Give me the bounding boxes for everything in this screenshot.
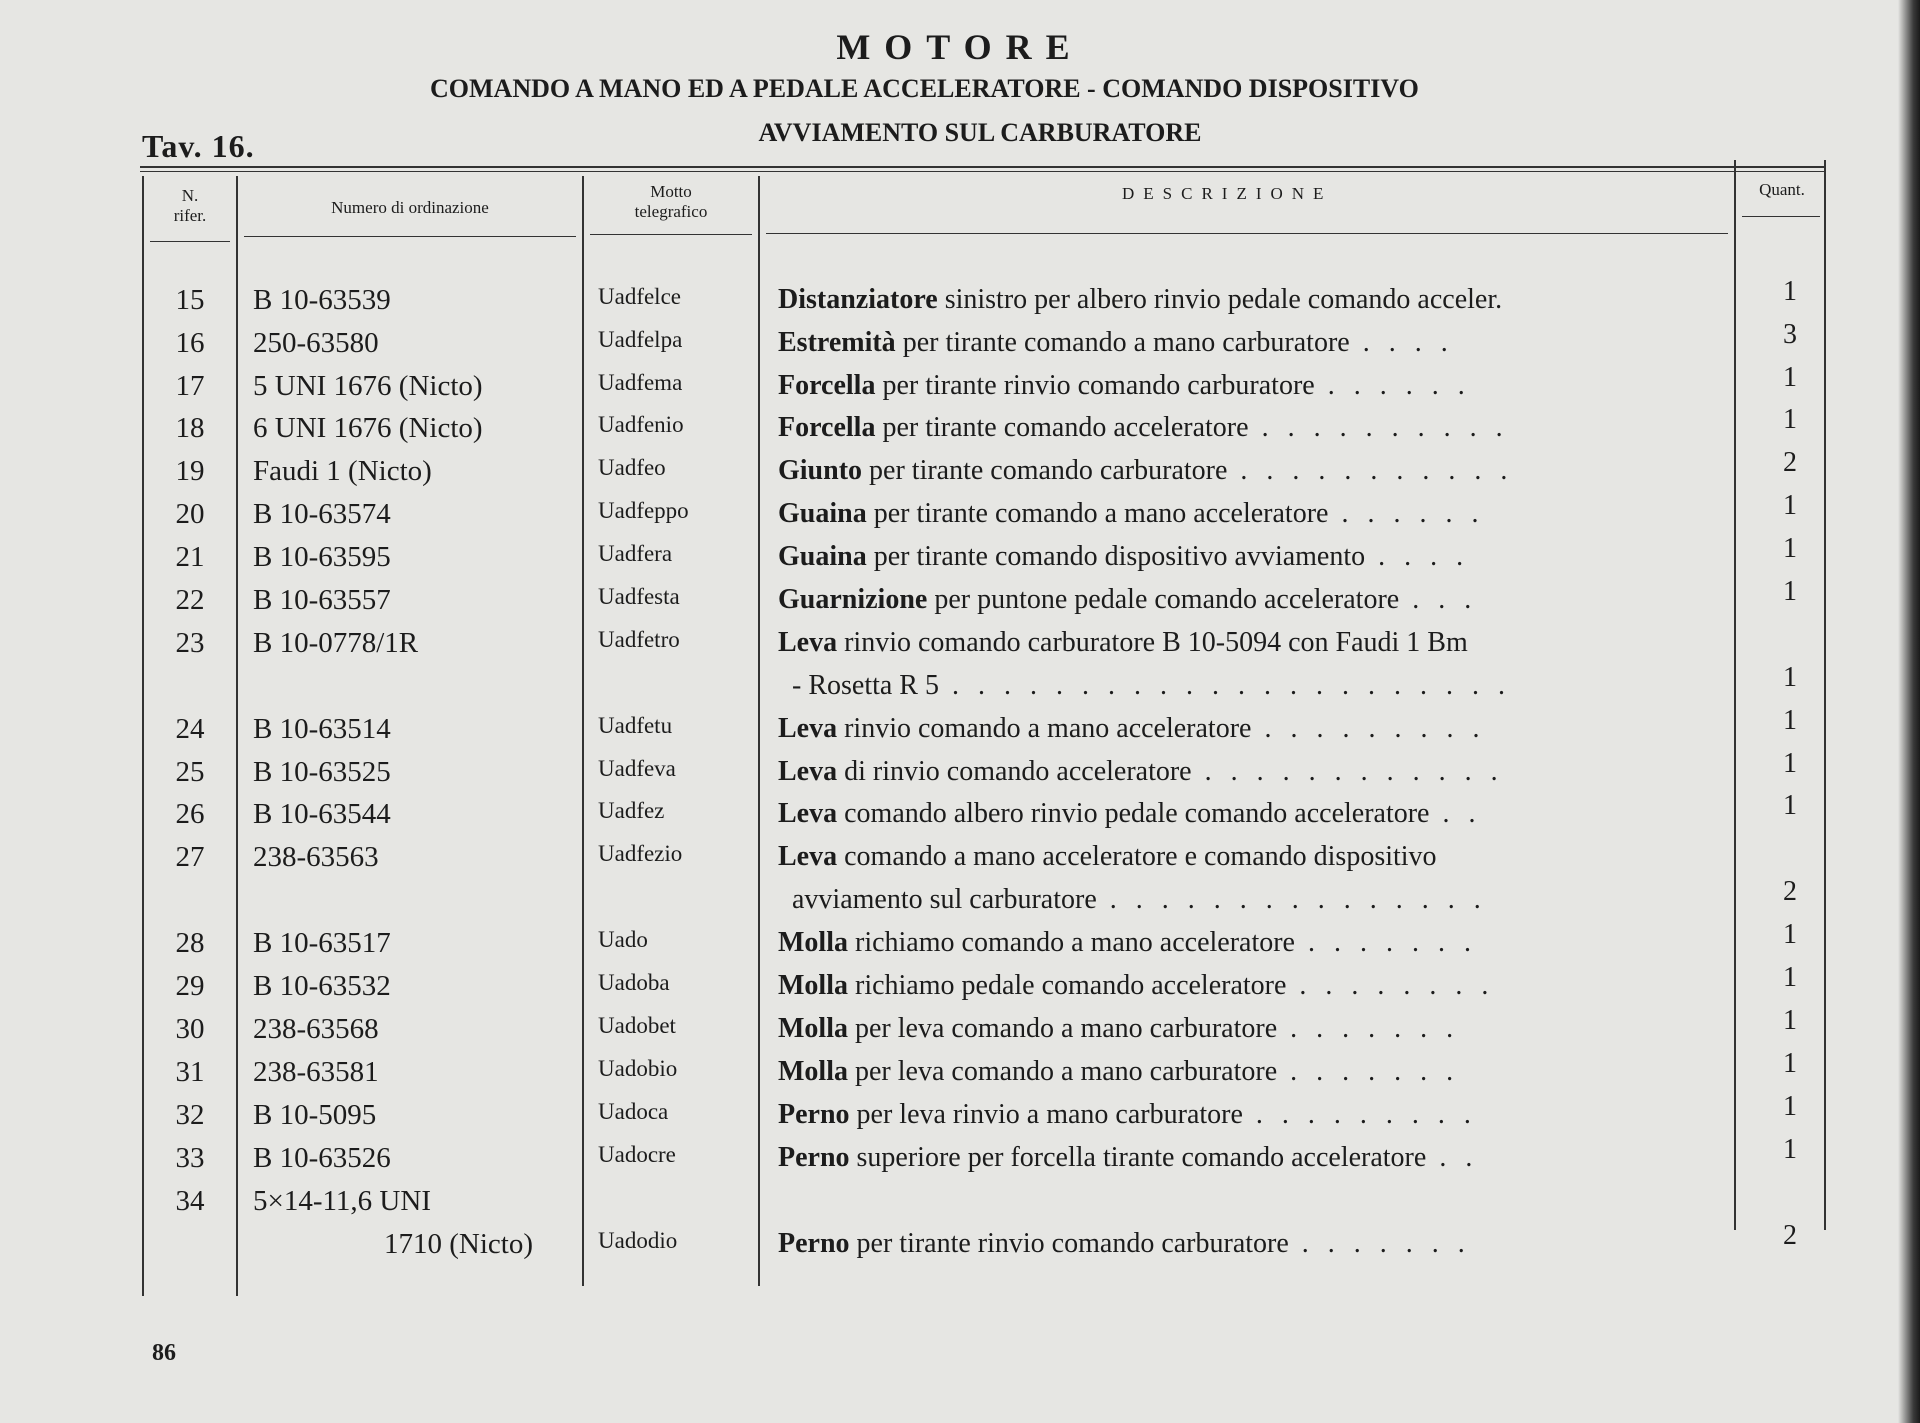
row-description-keyword: Guaina [778, 541, 867, 572]
row-description [778, 756, 1718, 788]
row-description-keyword: Guaina [778, 498, 867, 529]
row-description-keyword: Molla [778, 1056, 848, 1087]
row-telegraphic-code: Uadodio [598, 1228, 678, 1253]
row-quantity: 1 [1783, 790, 1797, 821]
row-quantity: 1 [1783, 533, 1797, 564]
row-order-number: B 10-63514 [253, 713, 391, 745]
row-description-leader-dots: . . [1426, 1142, 1479, 1173]
row-order-number: 238-63568 [253, 1013, 379, 1045]
header-quant: Quant. [1759, 180, 1805, 199]
row-description-text: di rinvio comando acceleratore [837, 756, 1192, 787]
document-subtitle-line2: AVVIAMENTO SUL CARBURATORE [758, 118, 1202, 147]
row-telegraphic-code: Uadfema [598, 370, 683, 395]
row-telegraphic-code: Uadfera [598, 541, 673, 566]
row-description [778, 1099, 1718, 1131]
row-quantity: 1 [1783, 748, 1797, 779]
row-telegraphic-code: Uadfelce [598, 284, 681, 309]
row-telegraphic-code: Uado [598, 927, 648, 952]
row-ref-number: 34 [175, 1185, 205, 1217]
row-description [778, 541, 1718, 573]
row-description-text: per tirante rinvio comando carburatore [849, 1228, 1289, 1259]
row-order-number: B 10-0778/1R [253, 627, 419, 659]
row-telegraphic-code: Uadocre [598, 1142, 676, 1167]
row-description-keyword: Giunto [778, 455, 863, 486]
row-quantity: 1 [1783, 404, 1797, 435]
row-description-leader-dots: . . . . . . . . . [1251, 713, 1486, 744]
row-description [778, 841, 1718, 873]
header-motto-line2: telegrafico [634, 202, 708, 221]
row-description [778, 498, 1718, 530]
row-ref-number: 23 [175, 627, 205, 659]
row-description [778, 627, 1718, 659]
row-description-text: sinistro per albero rinvio pedale comando acceler. [937, 284, 1503, 315]
row-description [778, 927, 1718, 959]
row-description-text: comando albero rinvio pedale comando acceleratore [837, 798, 1430, 829]
row-description [778, 327, 1718, 359]
row-order-number: B 10-63532 [253, 970, 391, 1002]
row-quantity: 1 [1783, 1048, 1797, 1079]
row-ref-number: 26 [175, 798, 205, 830]
row-order-number: 238-63581 [253, 1056, 379, 1088]
row-description-text: per tirante comando acceleratore [875, 412, 1249, 443]
row-order-number: B 10-63557 [253, 584, 391, 616]
row-description-leader-dots: . . . . [1365, 541, 1470, 572]
row-quantity: 1 [1783, 276, 1797, 307]
row-description-leader-dots: . . . . [1349, 327, 1454, 358]
row-ref-number: 18 [175, 412, 205, 444]
row-description [778, 584, 1718, 616]
header-rif [148, 186, 232, 226]
row-description-keyword: Leva [778, 798, 838, 829]
row-description-text: per leva comando a mano carburatore [848, 1013, 1278, 1044]
header-underline-tel [590, 234, 752, 235]
row-description-leader-dots: . . . . . . . . [1286, 970, 1495, 1001]
col-divider-5 [1734, 160, 1736, 1230]
row-quantity: 2 [1783, 1220, 1797, 1251]
row-description-keyword: Estremità [778, 327, 896, 358]
row-description-text: per leva rinvio a mano carburatore [849, 1099, 1243, 1130]
row-description [778, 884, 1718, 916]
row-description-leader-dots: . . . . . . . [1277, 1056, 1460, 1087]
row-description [778, 370, 1718, 402]
header-motto [590, 182, 752, 222]
row-order-number: 238-63563 [253, 841, 379, 873]
header-descrizione: DESCRIZIONE [1122, 184, 1333, 203]
row-description-leader-dots: . . . [1399, 584, 1478, 615]
row-description-keyword: Molla [778, 927, 848, 958]
row-description [778, 713, 1718, 745]
row-ref-number: 19 [175, 455, 205, 487]
row-ref-number: 28 [175, 927, 205, 959]
top-rule [140, 166, 1826, 168]
row-description-text: comando a mano acceleratore e comando dispositivo [837, 841, 1437, 872]
row-telegraphic-code: Uadfelpa [598, 327, 683, 352]
row-order-number: B 10-63544 [253, 798, 391, 830]
col-divider-3 [582, 176, 584, 1286]
row-description-leader-dots: . . [1429, 798, 1482, 829]
row-ref-number: 16 [175, 327, 205, 359]
row-description-text: rinvio comando a mano acceleratore [837, 713, 1252, 744]
row-description-leader-dots: . . . . . . . . . [1242, 1099, 1477, 1130]
col-divider-4 [758, 176, 760, 1286]
page-number: 86 [152, 1340, 176, 1366]
row-order-number: 5 UNI 1676 (Nicto) [253, 370, 483, 402]
row-order-number: B 10-63574 [253, 498, 391, 530]
row-description [778, 455, 1718, 487]
row-description-leader-dots: . . . . . . . . . . [1248, 412, 1509, 443]
row-order-number: 6 UNI 1676 (Nicto) [253, 412, 483, 444]
row-ref-number: 21 [175, 541, 205, 573]
row-description [778, 1142, 1718, 1174]
row-order-number: B 10-63595 [253, 541, 391, 573]
row-quantity: 1 [1783, 1091, 1797, 1122]
document-subtitle-line1: COMANDO A MANO ED A PEDALE ACCELERATORE - COMANDO DISPOSITIVO [430, 74, 1419, 103]
row-quantity: 1 [1783, 490, 1797, 521]
header-motto-line1: Motto [650, 182, 692, 201]
row-quantity: 1 [1783, 662, 1797, 693]
row-description-leader-dots: . . . . . . . . . . . . [1191, 756, 1504, 787]
row-description-text: per tirante comando carburatore [862, 455, 1228, 486]
row-description [778, 798, 1718, 830]
header-rif-line1: N. [181, 186, 199, 205]
row-ref-number: 33 [175, 1142, 205, 1174]
row-description [778, 1228, 1718, 1260]
row-description-keyword: Leva [778, 756, 838, 787]
row-description-leader-dots: . . . . . . . [1277, 1013, 1460, 1044]
row-description-keyword: Leva [778, 841, 838, 872]
row-description-keyword: Perno [778, 1228, 850, 1259]
row-description-text: - Rosetta R 5 [778, 670, 939, 701]
row-description-keyword: Forcella [778, 412, 876, 443]
row-quantity: 1 [1783, 1134, 1797, 1165]
document-title: MOTORE [836, 27, 1084, 67]
row-description-keyword: Leva [778, 713, 838, 744]
row-telegraphic-code: Uadfeppo [598, 498, 689, 523]
row-description-keyword: Leva [778, 627, 838, 658]
row-description [778, 670, 1718, 702]
row-description-text: per tirante comando a mano acceleratore [866, 498, 1329, 529]
row-quantity: 2 [1783, 447, 1797, 478]
row-quantity: 1 [1783, 1005, 1797, 1036]
row-description-keyword: Perno [778, 1142, 850, 1173]
row-telegraphic-code: Uadfenio [598, 412, 684, 437]
row-description-leader-dots: . . . . . . . . . . . [1227, 455, 1514, 486]
row-quantity: 3 [1783, 319, 1797, 350]
header-rif-line2: rifer. [173, 206, 207, 225]
row-description [778, 970, 1718, 1002]
row-quantity: 2 [1783, 876, 1797, 907]
row-quantity: 1 [1783, 919, 1797, 950]
row-quantity: 1 [1783, 576, 1797, 607]
header-underline-rif [150, 241, 230, 242]
row-description-text: richiamo comando a mano acceleratore [848, 927, 1295, 958]
top-rule-inner [140, 171, 1826, 172]
row-description-leader-dots: . . . . . . [1314, 370, 1471, 401]
row-quantity: 1 [1783, 362, 1797, 393]
row-order-number: B 10-63526 [253, 1142, 391, 1174]
row-ref-number: 15 [175, 284, 205, 316]
row-ref-number: 30 [175, 1013, 205, 1045]
row-ref-number: 22 [175, 584, 205, 616]
row-description-text: per tirante rinvio comando carburatore [875, 370, 1315, 401]
row-ref-number: 24 [175, 713, 205, 745]
row-description-text: avviamento sul carburatore [778, 884, 1097, 915]
row-ref-number: 25 [175, 756, 205, 788]
row-description-text: per tirante comando a mano carburatore [895, 327, 1350, 358]
row-telegraphic-code: Uadfezio [598, 841, 683, 866]
row-telegraphic-code: Uadobio [598, 1056, 678, 1081]
row-order-number: B 10-63525 [253, 756, 391, 788]
header-underline-ord [244, 236, 576, 237]
row-order-number: B 10-63517 [253, 927, 391, 959]
row-description [778, 1013, 1718, 1045]
row-description-text: rinvio comando carburatore B 10-5094 con Faudi 1 Bm [837, 627, 1468, 658]
row-description-text: richiamo pedale comando acceleratore [848, 970, 1287, 1001]
row-telegraphic-code: Uadfeva [598, 756, 676, 781]
row-description-leader-dots: . . . . . . . [1295, 927, 1477, 958]
table-reference: Tav. 16. [142, 128, 255, 164]
row-telegraphic-code: Uadoca [598, 1099, 669, 1124]
row-ref-number: 31 [175, 1056, 205, 1088]
row-telegraphic-code: Uadfeo [598, 455, 666, 480]
row-order-number: 250-63580 [253, 327, 379, 359]
row-telegraphic-code: Uadfetu [598, 713, 673, 738]
row-order-number: 5×14-11,6 UNI [253, 1185, 431, 1217]
row-ref-number: 20 [175, 498, 205, 530]
row-order-number: Faudi 1 (Nicto) [253, 455, 432, 487]
row-description-leader-dots: . . . . . . [1328, 498, 1485, 529]
row-description [778, 412, 1718, 444]
page-edge-shadow [1898, 0, 1920, 1423]
row-quantity: 1 [1783, 705, 1797, 736]
header-underline-desc [766, 233, 1728, 234]
header-ordinazione: Numero di ordinazione [331, 198, 489, 217]
row-ref-number: 29 [175, 970, 205, 1002]
row-description-text: per tirante comando dispositivo avviamento [866, 541, 1366, 572]
row-order-number: B 10-5095 [253, 1099, 377, 1131]
row-telegraphic-code: Uadobet [598, 1013, 676, 1038]
row-description-leader-dots: . . . . . . . [1288, 1228, 1471, 1259]
row-telegraphic-code: Uadfetro [598, 627, 680, 652]
row-description-text: per leva comando a mano carburatore [848, 1056, 1278, 1087]
row-order-number: 1710 (Nicto) [384, 1228, 533, 1260]
row-description-text: per puntone pedale comando acceleratore [927, 584, 1400, 615]
row-telegraphic-code: Uadfez [598, 798, 665, 823]
row-ref-number: 32 [175, 1099, 205, 1131]
row-description-leader-dots: . . . . . . . . . . . . . . . . . . . . . . [939, 670, 1511, 701]
row-description [778, 284, 1718, 316]
row-telegraphic-code: Uadoba [598, 970, 670, 995]
row-description-keyword: Guarnizione [778, 584, 928, 615]
row-quantity: 1 [1783, 962, 1797, 993]
row-ref-number: 17 [175, 370, 205, 402]
row-description-keyword: Molla [778, 970, 848, 1001]
row-order-number: B 10-63539 [253, 284, 391, 316]
row-description-keyword: Perno [778, 1099, 850, 1130]
row-description-keyword: Forcella [778, 370, 876, 401]
row-telegraphic-code: Uadfesta [598, 584, 680, 609]
row-ref-number: 27 [175, 841, 205, 873]
row-description [778, 1056, 1718, 1088]
row-description-leader-dots: . . . . . . . . . . . . . . . [1096, 884, 1487, 915]
row-description-keyword: Molla [778, 1013, 848, 1044]
row-description-text: superiore per forcella tirante comando acceleratore [849, 1142, 1427, 1173]
row-description-keyword: Distanziatore [778, 284, 938, 315]
header-underline-qty [1742, 216, 1820, 217]
